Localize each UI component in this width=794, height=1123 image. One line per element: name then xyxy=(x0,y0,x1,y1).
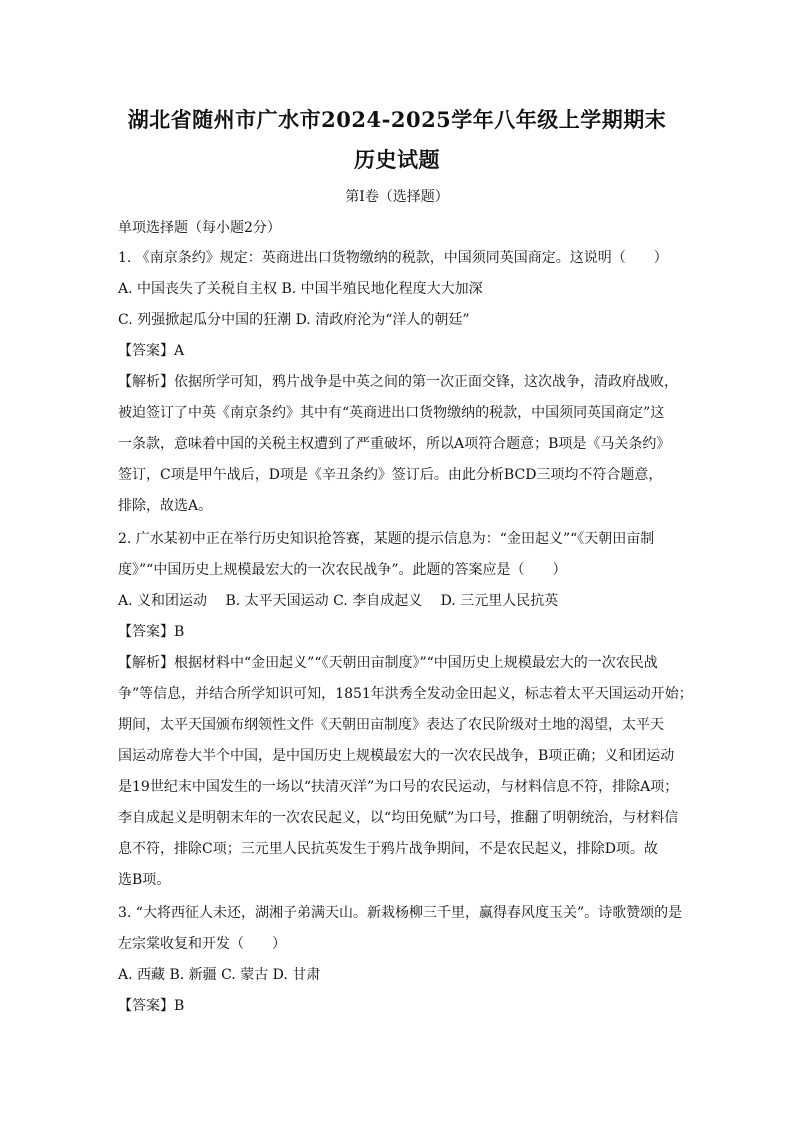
question-2-answer: 【答案】B xyxy=(118,624,185,640)
question-2-analysis-line: 国运动席卷大半个中国，是中国历史上规模最宏大的一次农民战争，B项正确；义和团运动 xyxy=(118,748,675,764)
question-1-option-line: C. 列强掀起瓜分中国的狂潮 D. 清政府沦为“洋人的朝廷” xyxy=(118,312,470,328)
question-2-analysis-line: 息不符，排除C项；三元里人民抗英发生于鸦片战争期间，不是农民起义，排除D项。故 xyxy=(118,841,658,857)
volume-label: 第Ⅰ卷（选择题） xyxy=(345,189,449,205)
question-2-stem: 度》”“中国历史上规模最宏大的一次农民战争”。此题的答案应是（ ） xyxy=(118,562,567,578)
question-2-analysis-line: 期间，太平天国颁布纲领性文件《天朝田亩制度》表达了农民阶级对土地的渴望，太平天 xyxy=(118,717,664,733)
question-1-analysis-line: 【解析】依据所学可知，鸦片战争是中英之间的第一次正面交锋，这次战争，清政府战败， xyxy=(118,374,678,390)
question-2-analysis-line: 争”等信息，并结合所学知识可知，1851年洪秀全发动金田起义，标志着太平天国运动开始； xyxy=(118,686,693,702)
question-1-option-line: A. 中国丧失了关税自主权 B. 中国半殖民地化程度大大加深 xyxy=(118,281,483,297)
document-title: 湖北省随州市广水市2024-2025学年八年级上学期期末 xyxy=(127,107,667,132)
question-1-analysis-line: 被迫签订了中英《南京条约》其中有“英商进出口货物缴纳的税款，中国须同英国商定”这 xyxy=(118,405,665,421)
question-3-stem: 左宗棠收复和开发（ ） xyxy=(118,936,286,952)
question-2-analysis-line: 【解析】根据材料中“金田起义”“《天朝田亩制度》”“中国历史上规模最宏大的一次农民战 xyxy=(118,655,658,671)
section-heading: 单项选择题（每小题2分） xyxy=(118,220,281,236)
question-1-stem: 1. 《南京条约》规定：英商进出口货物缴纳的税款，中国须同英国商定。这说明（ ） xyxy=(118,250,668,266)
document-subject: 历史试题 xyxy=(354,147,440,172)
question-2-stem: 2. 广水某初中正在举行历史知识抢答赛，某题的提示信息为：“金田起义”“《天朝田亩制 xyxy=(118,531,655,547)
question-3-option-line: A. 西藏 B. 新疆 C. 蒙古 D. 甘肃 xyxy=(118,967,321,983)
question-2-analysis-line: 选B项。 xyxy=(118,872,171,888)
question-2-option-line: A. 义和团运动 B. 太平天国运动 C. 李自成起义 D. 三元里人民抗英 xyxy=(118,593,559,609)
question-2-analysis-line: 是19世纪末中国发生的一场以“扶清灭洋”为口号的农民运动，与材料信息不符，排除A项； xyxy=(118,779,679,795)
question-1-analysis-line: 签订，C项是甲午战后，D项是《辛丑条约》签订后。由此分析BCD三项均不符合题意， xyxy=(118,467,663,483)
question-3-stem: 3. “大将西征人未还，湖湘子弟满天山。新栽杨柳三千里，赢得春风度玉关”。诗歌赞颂的是 xyxy=(118,905,683,921)
question-1-answer: 【答案】A xyxy=(118,343,185,359)
question-1-analysis-line: 一条款，意味着中国的关税主权遭到了严重破坏，所以A项符合题意；B项是《马关条约》 xyxy=(118,436,671,452)
question-3-answer: 【答案】B xyxy=(118,998,185,1014)
question-2-analysis-line: 李自成起义是明朝末年的一次农民起义，以“均田免赋”为口号，推翻了明朝统治，与材料信 xyxy=(118,810,679,826)
question-1-analysis-line: 排除，故选A。 xyxy=(118,498,213,514)
